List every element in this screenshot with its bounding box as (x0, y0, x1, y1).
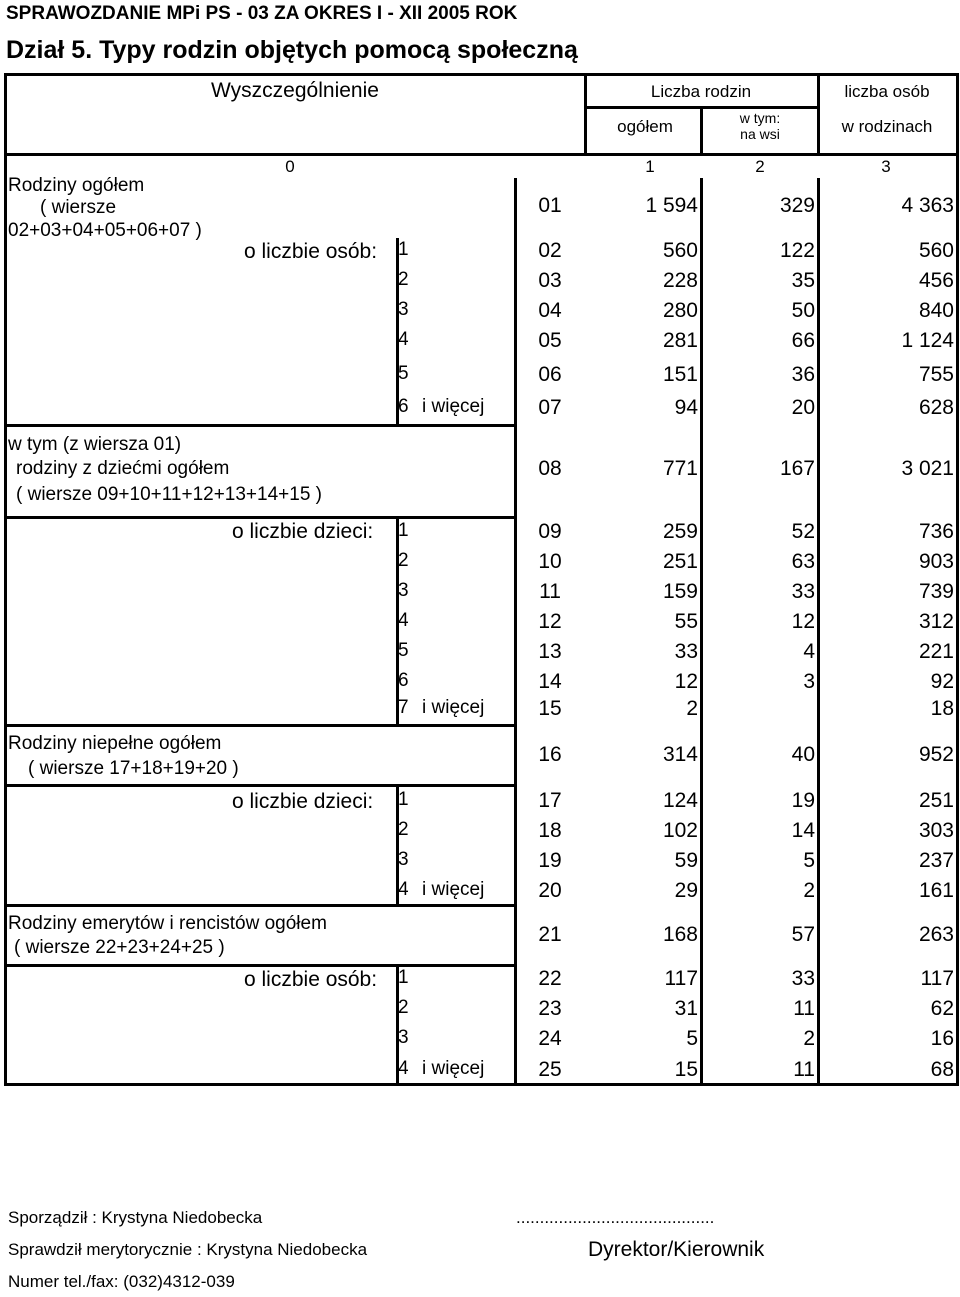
row-code: 14 (538, 670, 562, 693)
header-liczba-rodzin: Liczba rodzin (650, 82, 752, 101)
header-wyszczegolnienie: Wyszczególnienie (211, 79, 379, 102)
group-label-line: ( wiersze 17+18+19+20 ) (28, 758, 239, 779)
row-code: 23 (538, 997, 562, 1020)
column-index-2: 2 (755, 157, 765, 176)
cell-na-wsi: 52 (791, 520, 815, 543)
cell-ogolem: 151 (662, 363, 698, 386)
cell-ogolem: 55 (674, 610, 698, 633)
report-title: SPRAWOZDANIE MPi PS - 03 ZA OKRES I - XII 2005 ROK (6, 3, 518, 24)
section-title: Dział 5. Typy rodzin objętych pomocą społeczną (6, 36, 578, 64)
row-count: 7 (398, 697, 409, 718)
row-count: 2 (398, 819, 409, 840)
cell-na-wsi: 11 (793, 997, 815, 1020)
cell-ogolem: 159 (662, 580, 698, 603)
prepared-by: Sporządził : Krystyna Niedobecka (8, 1208, 263, 1227)
row-code: 19 (538, 849, 562, 872)
cell-na-wsi: 33 (791, 580, 815, 603)
cell-na-wsi: 14 (791, 819, 815, 842)
cell-ogolem: 94 (674, 396, 698, 419)
row-count: 1 (398, 789, 409, 810)
cell-osob: 755 (918, 363, 954, 386)
director-label: Dyrektor/Kierownik (588, 1238, 765, 1261)
group-label-line: Rodziny emerytów i rencistów ogółem (8, 913, 327, 934)
phone-fax: Numer tel./fax: (032)4312-039 (8, 1272, 235, 1291)
group-label-line: 02+03+04+05+06+07 ) (8, 220, 202, 241)
group-sublabel: o liczbie dzieci: (232, 520, 374, 543)
cell-osob: 303 (918, 819, 954, 842)
cell-na-wsi: 5 (803, 849, 815, 872)
column-index-3: 3 (881, 157, 891, 176)
cell-osob: 221 (918, 640, 954, 663)
header-ogolem: ogółem (617, 117, 673, 136)
row-count: 3 (398, 849, 409, 870)
column-index-1: 1 (645, 157, 655, 176)
row-code: 13 (538, 640, 562, 663)
group-sublabel: o liczbie osób: (244, 968, 378, 991)
group-label-line: rodziny z dziećmi ogółem (16, 458, 230, 479)
cell-osob: 161 (918, 879, 954, 902)
header-liczba-osob: liczba osób (844, 82, 930, 101)
cell-na-wsi: 36 (791, 363, 815, 386)
row-code: 05 (538, 329, 562, 352)
row-code: 18 (538, 819, 562, 842)
row-extra: i więcej (422, 1058, 485, 1079)
cell-osob: 903 (918, 550, 954, 573)
cell-ogolem: 560 (662, 239, 698, 262)
row-extra: i więcej (422, 697, 485, 718)
cell-ogolem: 117 (664, 967, 698, 990)
row-count: 1 (398, 520, 409, 541)
cell-na-wsi: 66 (791, 329, 815, 352)
row-count: 1 (398, 239, 409, 260)
cell-ogolem: 259 (662, 520, 698, 543)
row-code: 22 (538, 967, 562, 990)
row-count: 4 (398, 329, 409, 350)
cell-osob: 18 (930, 697, 954, 720)
row-code: 08 (538, 457, 562, 480)
row-count: 6 (398, 396, 409, 417)
row-count: 6 (398, 670, 409, 691)
cell-na-wsi: 63 (791, 550, 815, 573)
cell-ogolem: 1 594 (645, 194, 698, 217)
row-count: 5 (398, 363, 409, 384)
cell-na-wsi: 40 (791, 743, 815, 766)
cell-osob: 117 (920, 967, 954, 990)
cell-na-wsi: 2 (803, 879, 815, 902)
row-code: 09 (538, 520, 562, 543)
cell-osob: 68 (930, 1058, 954, 1081)
cell-ogolem: 12 (674, 670, 698, 693)
cell-osob: 3 021 (901, 457, 954, 480)
cell-na-wsi: 3 (803, 670, 815, 693)
row-extra: i więcej (422, 396, 485, 417)
cell-na-wsi: 2 (803, 1027, 815, 1050)
cell-ogolem: 314 (662, 743, 698, 766)
cell-ogolem: 15 (674, 1058, 698, 1081)
row-count: 2 (398, 269, 409, 290)
cell-ogolem: 281 (662, 329, 698, 352)
row-count: 4 (398, 610, 409, 631)
row-count: 4 (398, 1058, 409, 1079)
signature-dots: .......................................... (516, 1208, 715, 1227)
cell-na-wsi: 50 (791, 299, 815, 322)
header-w-rodzinach: w rodzinach (841, 117, 933, 136)
cell-osob: 1 124 (901, 329, 954, 352)
cell-ogolem: 33 (674, 640, 698, 663)
group-sublabel: o liczbie dzieci: (232, 790, 374, 813)
cell-ogolem: 29 (674, 879, 698, 902)
row-code: 11 (539, 580, 561, 603)
checked-by: Sprawdził merytorycznie : Krystyna Niedobecka (8, 1240, 368, 1259)
row-code: 04 (538, 299, 562, 322)
row-count: 2 (398, 550, 409, 571)
row-code: 10 (538, 550, 562, 573)
row-code: 03 (538, 269, 562, 292)
cell-ogolem: 5 (686, 1027, 698, 1050)
cell-osob: 312 (918, 610, 954, 633)
cell-ogolem: 59 (674, 849, 698, 872)
row-count: 1 (398, 967, 409, 988)
cell-osob: 739 (918, 580, 954, 603)
row-count: 2 (398, 997, 409, 1018)
cell-na-wsi: 19 (791, 789, 815, 812)
header-na-wsi: na wsi (740, 126, 780, 142)
column-index-0: 0 (285, 157, 295, 176)
row-code: 25 (538, 1058, 562, 1081)
row-extra: i więcej (422, 879, 485, 900)
group-label-line: Rodziny niepełne ogółem (8, 733, 222, 754)
cell-na-wsi: 20 (791, 396, 815, 419)
row-code: 21 (538, 923, 562, 946)
cell-ogolem: 280 (662, 299, 698, 322)
cell-ogolem: 251 (662, 550, 698, 573)
cell-na-wsi: 12 (791, 610, 815, 633)
cell-na-wsi: 11 (793, 1058, 815, 1081)
group-label-line: w tym (z wiersza 01) (8, 434, 182, 455)
cell-na-wsi: 35 (791, 269, 815, 292)
cell-osob: 237 (918, 849, 954, 872)
row-count: 3 (398, 299, 409, 320)
group-label-line: ( wiersze 09+10+11+12+13+14+15 ) (16, 484, 322, 505)
cell-osob: 456 (918, 269, 954, 292)
cell-osob: 16 (930, 1027, 954, 1050)
cell-ogolem: 168 (662, 923, 698, 946)
group-label-line: ( wiersze (40, 197, 117, 218)
cell-osob: 263 (918, 923, 954, 946)
row-code: 01 (538, 194, 562, 217)
cell-ogolem: 31 (674, 997, 698, 1020)
row-code: 02 (538, 239, 562, 262)
row-code: 07 (538, 396, 562, 419)
cell-osob: 560 (918, 239, 954, 262)
row-code: 15 (538, 697, 562, 720)
row-count: 5 (398, 640, 409, 661)
cell-ogolem: 771 (662, 457, 698, 480)
row-code: 06 (538, 363, 562, 386)
cell-ogolem: 2 (686, 697, 698, 720)
row-code: 17 (538, 789, 562, 812)
cell-osob: 62 (930, 997, 954, 1020)
row-count: 3 (398, 1027, 409, 1048)
cell-ogolem: 228 (662, 269, 698, 292)
row-code: 20 (538, 879, 562, 902)
cell-ogolem: 124 (662, 789, 698, 812)
row-code: 24 (538, 1027, 562, 1050)
row-count: 3 (398, 580, 409, 601)
header-w-tym: w tym: (739, 110, 781, 126)
row-count: 4 (398, 879, 409, 900)
cell-ogolem: 102 (662, 819, 698, 842)
group-label-line: ( wiersze 22+23+24+25 ) (14, 937, 225, 958)
group-label-line: Rodziny ogółem (8, 175, 145, 196)
row-code: 16 (538, 743, 562, 766)
cell-osob: 840 (918, 299, 954, 322)
cell-osob: 4 363 (901, 194, 954, 217)
cell-na-wsi: 33 (791, 967, 815, 990)
row-code: 12 (538, 610, 562, 633)
cell-osob: 251 (918, 789, 954, 812)
cell-osob: 736 (918, 520, 954, 543)
cell-na-wsi: 57 (791, 923, 815, 946)
cell-na-wsi: 4 (803, 640, 815, 663)
cell-osob: 92 (930, 670, 954, 693)
cell-na-wsi: 329 (779, 194, 815, 217)
cell-na-wsi: 167 (779, 457, 815, 480)
cell-osob: 952 (918, 743, 954, 766)
group-sublabel: o liczbie osób: (244, 240, 378, 263)
cell-osob: 628 (918, 396, 954, 419)
cell-na-wsi: 122 (779, 239, 815, 262)
